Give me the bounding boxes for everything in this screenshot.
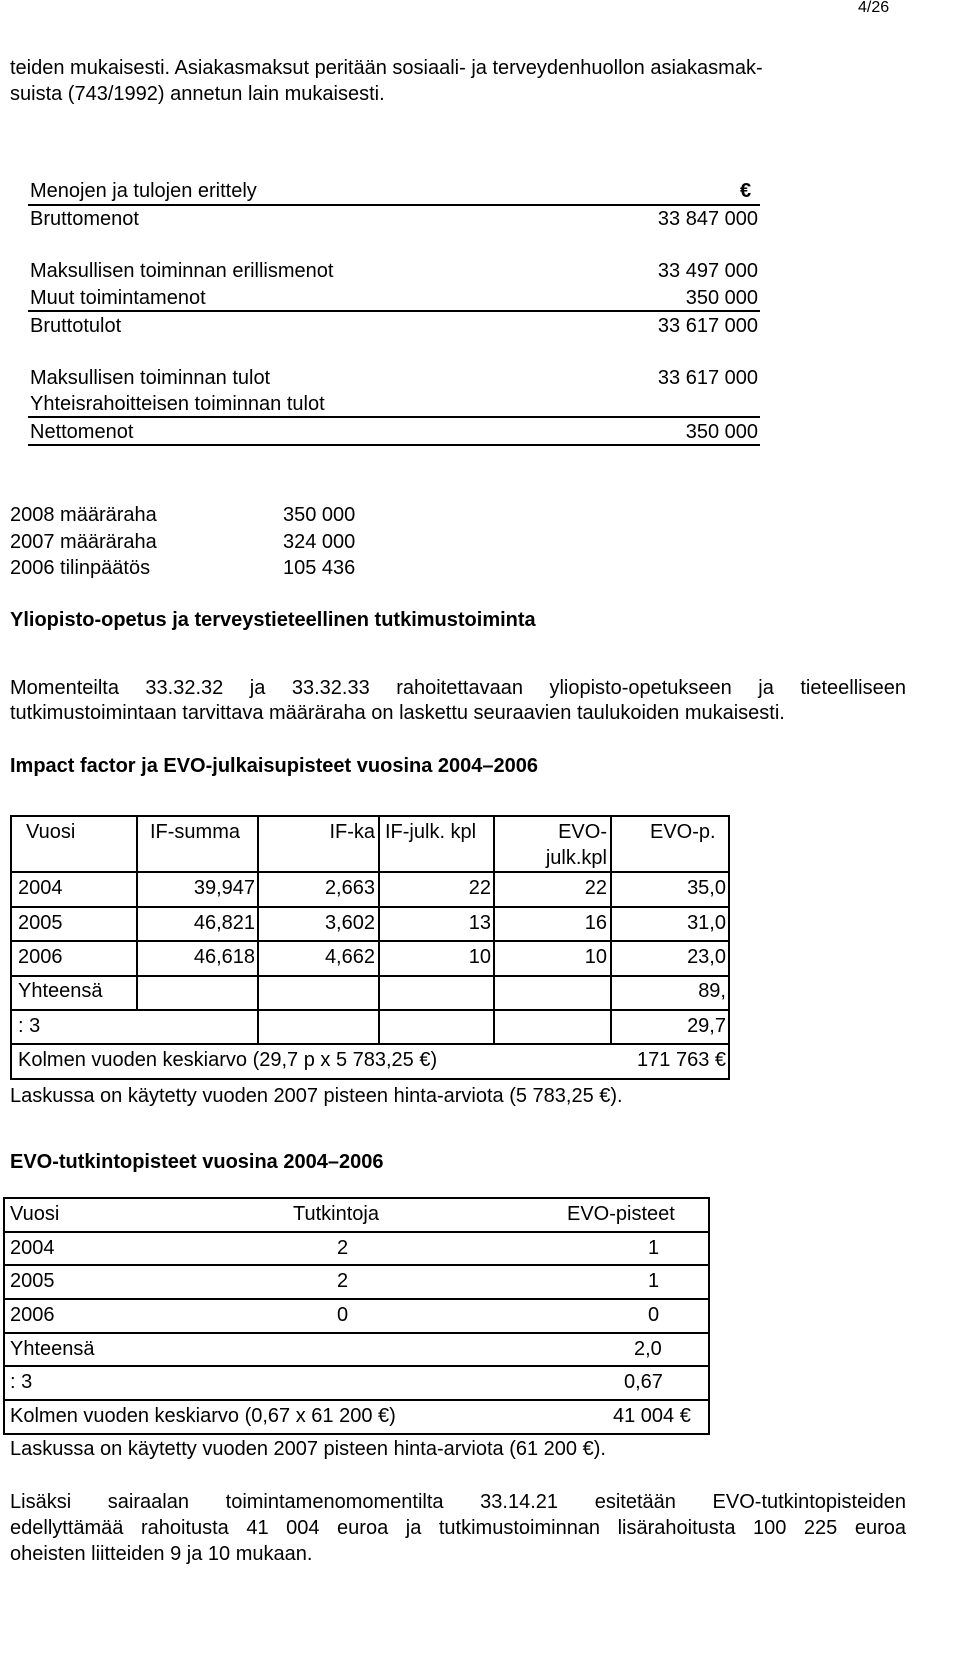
total-label: Yhteensä bbox=[18, 980, 103, 1002]
table-cell: 35,0 bbox=[687, 877, 726, 899]
column-header: IF-julk. kpl bbox=[385, 821, 477, 843]
table-cell: 0 bbox=[648, 1304, 660, 1326]
table-cell: 2006 bbox=[10, 1304, 55, 1326]
rule bbox=[28, 310, 760, 312]
appropriation-label: 2008 määräraha bbox=[10, 504, 157, 526]
impact-table-heading: Impact factor ja EVO-julkaisupisteet vuosina 2004–2006 bbox=[10, 755, 539, 777]
table-cell: 3,602 bbox=[324, 912, 375, 934]
table-cell: 2004 bbox=[18, 877, 63, 899]
column-header: EVO-pisteet bbox=[567, 1203, 675, 1225]
section-heading: Yliopisto-opetus ja terveystieteellinen tutkimustoiminta bbox=[10, 609, 536, 631]
table-cell: 39,947 bbox=[193, 877, 255, 899]
table-cell: 22 bbox=[584, 877, 607, 899]
table-cell: 1 bbox=[648, 1270, 660, 1292]
column-header: EVO-p. bbox=[650, 821, 716, 843]
table-cell: 22 bbox=[468, 877, 491, 899]
table-cell: 46,618 bbox=[193, 946, 255, 968]
average-label: Kolmen vuoden keskiarvo (0,67 x 61 200 €) bbox=[10, 1405, 396, 1427]
expense-label: Bruttotulot bbox=[30, 315, 122, 337]
column-header: Vuosi bbox=[26, 821, 76, 843]
expense-value: 33 497 000 bbox=[657, 260, 758, 282]
paragraph-line: edellyttämää rahoitusta 41 004 euroa ja tutkimustoiminnan lisärahoitusta 100 225 euroa bbox=[10, 1517, 906, 1539]
total-value: 89, bbox=[698, 980, 726, 1002]
rule bbox=[28, 444, 760, 446]
table-note: Laskussa on käytetty vuoden 2007 pisteen hinta-arviota (61 200 €). bbox=[10, 1438, 606, 1460]
intro-line: suista (743/1992) annetun lain mukaisesti. bbox=[10, 83, 385, 105]
expense-label: Muut toimintamenot bbox=[30, 287, 206, 309]
table-note: Laskussa on käytetty vuoden 2007 pisteen hinta-arviota (5 783,25 €). bbox=[10, 1085, 623, 1107]
expense-header: Menojen ja tulojen erittely bbox=[30, 180, 257, 202]
paragraph-line: Momenteilta 33.32.32 ja 33.32.33 rahoitettavaan yliopisto-opetukseen ja tieteelliseen bbox=[10, 677, 906, 699]
expense-label: Maksullisen toiminnan tulot bbox=[30, 367, 271, 389]
appropriation-label: 2007 määräraha bbox=[10, 531, 157, 553]
evo-table-heading: EVO-tutkintopisteet vuosina 2004–2006 bbox=[10, 1151, 384, 1173]
table-cell: 2005 bbox=[18, 912, 63, 934]
euro-currency-icon: € bbox=[740, 180, 752, 202]
paragraph-line: tutkimustoimintaan tarvittava määräraha on laskettu seuraavien taulukoiden mukaisesti. bbox=[10, 702, 785, 724]
table-cell: 2 bbox=[337, 1270, 349, 1292]
table-cell: 1 bbox=[648, 1237, 660, 1259]
divide-value: 0,67 bbox=[624, 1371, 663, 1393]
expense-value: 33 617 000 bbox=[657, 315, 758, 337]
table-cell: 2 bbox=[337, 1237, 349, 1259]
appropriation-label: 2006 tilinpäätös bbox=[10, 557, 151, 579]
expense-value: 33 617 000 bbox=[657, 367, 758, 389]
average-value: 171 763 € bbox=[637, 1049, 726, 1071]
expense-value: 350 000 bbox=[685, 287, 758, 309]
table-cell: 10 bbox=[468, 946, 491, 968]
rule bbox=[28, 204, 760, 206]
expense-value: 33 847 000 bbox=[657, 208, 758, 230]
expense-label: Yhteisrahoitteisen toiminnan tulot bbox=[30, 393, 325, 415]
page-number: 4/26 bbox=[858, 0, 890, 16]
table-cell: 2006 bbox=[18, 946, 63, 968]
intro-line: teiden mukaisesti. Asiakasmaksut peritään sosiaali- ja terveydenhuollon asiakasmak- bbox=[10, 57, 763, 79]
paragraph-line: Lisäksi sairaalan toimintamenomomentilta 33.14.21 esitetään EVO-tutkintopisteiden bbox=[10, 1491, 906, 1513]
expense-value: 350 000 bbox=[685, 421, 758, 443]
column-header: EVO- bbox=[558, 821, 607, 843]
expense-label: Maksullisen toiminnan erillismenot bbox=[30, 260, 334, 282]
column-header: Tutkintoja bbox=[293, 1203, 379, 1225]
column-header: IF-summa bbox=[150, 821, 240, 843]
total-label: Yhteensä bbox=[10, 1338, 95, 1360]
table-cell: 31,0 bbox=[687, 912, 726, 934]
table-cell: 0 bbox=[337, 1304, 349, 1326]
table-cell: 13 bbox=[468, 912, 491, 934]
table-cell: 2005 bbox=[10, 1270, 55, 1292]
total-value: 2,0 bbox=[634, 1338, 662, 1360]
appropriation-value: 324 000 bbox=[283, 531, 356, 553]
table-cell: 4,662 bbox=[324, 946, 375, 968]
column-header: julk.kpl bbox=[545, 847, 607, 869]
rule bbox=[28, 416, 760, 418]
table-cell: 10 bbox=[584, 946, 607, 968]
divide-value: 29,7 bbox=[687, 1015, 726, 1037]
expense-label: Nettomenot bbox=[30, 421, 134, 443]
table-cell: 23,0 bbox=[687, 946, 726, 968]
average-value: 41 004 € bbox=[613, 1405, 691, 1427]
divide-label: : 3 bbox=[18, 1015, 41, 1037]
paragraph-line: oheisten liitteiden 9 ja 10 mukaan. bbox=[10, 1543, 313, 1565]
table-cell: 2004 bbox=[10, 1237, 55, 1259]
average-label: Kolmen vuoden keskiarvo (29,7 p x 5 783,25 €) bbox=[18, 1049, 438, 1071]
column-header: Vuosi bbox=[10, 1203, 60, 1225]
table-cell: 2,663 bbox=[324, 877, 375, 899]
table-cell: 46,821 bbox=[193, 912, 255, 934]
appropriation-value: 105 436 bbox=[283, 557, 356, 579]
column-header: IF-ka bbox=[329, 821, 375, 843]
expense-label: Bruttomenot bbox=[30, 208, 139, 230]
table-cell: 16 bbox=[584, 912, 607, 934]
appropriation-value: 350 000 bbox=[283, 504, 356, 526]
divide-label: : 3 bbox=[10, 1371, 33, 1393]
